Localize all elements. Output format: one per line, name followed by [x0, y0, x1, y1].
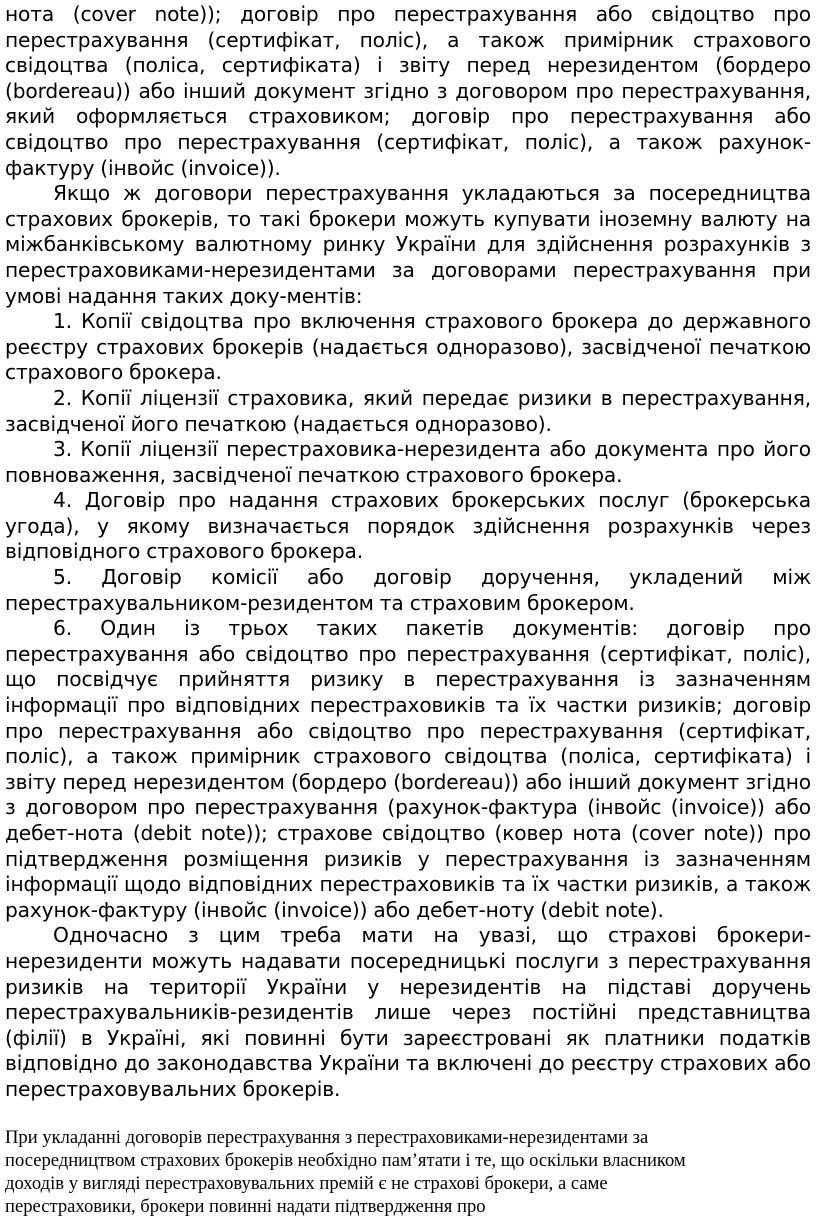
list-item-2: 2. Копії ліцензії страховика, який передає ризики в перестрахування, засвідченої його печаткою (надається одноразово). — [5, 385, 811, 436]
paragraph-continued: нота (cover note)); договір про перестрахування або свідоцтво про перестрахування (сертифікат, поліс), а також примірник страхового свідоцтва (поліса, сертифіката) і звіту перед нерезидентом (бордеро (bordereau)) або інший документ згідно з договором про перестрахування, який оформляється страховиком; договір про перестрахування або свідоцтво про перестрахування (сертифікат, поліс), а також рахунок-фактуру (інвойс (invoice)). — [5, 2, 811, 180]
document-tail — [5, 1126, 811, 1218]
tail-line: доходів у вигляді перестраховувальних премій є не страхові брокери, а саме — [5, 1173, 608, 1194]
list-item-1: 1. Копії свідоцтва про включення страхового брокера до державного реєстру страхових брокерів (надається одноразово), засвідченої печаткою страхового брокера. — [5, 309, 811, 385]
paragraph-nonresident-brokers: Одночасно з цим треба мати на увазі, що страхові брокери-нерезиденти можуть надавати посередницькі послуги з перестрахування ризиків на території України у нерезидентів на підставі доручень перестрахувальників-резидентів лише через постійні представництва (філії) в Україні, які повинні бути зареєстровані як платники податків відповідно до законодавства України та включені до реєстру страхових або перестраховувальних брокерів. — [5, 923, 811, 1101]
list-item-4: 4. Договір про надання страхових брокерських послуг (брокерська угода), у якому визначається порядок здійснення розрахунків через відповідного страхового брокера. — [5, 488, 811, 564]
list-item-3: 3. Копії ліцензії перестраховика-нерезидента або документа про його повноваження, засвідченої печаткою страхового брокера. — [5, 437, 811, 487]
tail-line: При укладанні договорів перестрахування з перестраховиками-нерезидентами за — [5, 1127, 649, 1148]
tail-line: посередництвом страхових брокерів необхідно пам’ятати і те, що оскільки власником — [5, 1150, 686, 1171]
document-body — [5, 2, 811, 1103]
list-item-6: 6. Один із трьох таких пакетів документів: договір про перестрахування або свідоцтво про перестрахування (сертифікат, поліс), що посвідчує прийняття ризику в перестрахування із зазначенням інформації про відповідних перестраховиків та їх частки ризиків; договір про перестрахування або свідоцтво про перестрахування (сертифікат, поліс), а також примірник страхового свідоцтва (поліса, сертифіката) і звіту перед нерезидентом (бордеро (bordereau)) або інший документ згідно з договором про перестрахування (рахунок-фактура (інвойс (invoice)) або дебет-нота (debit note)); страхове свідоцтво (ковер нота (cover note)) про підтвердження розміщення ризиків у перестрахування із зазначенням інформації щодо відповідних перестраховиків та їх частки ризиків, а також рахунок-фактуру (інвойс (invoice)) або дебет-ноту (debit note). — [5, 616, 811, 922]
list-item-5: 5. Договір комісії або договір доручення, укладений між перестрахувальником-резидентом та страховим брокером. — [5, 565, 811, 615]
paragraph-brokers-intro: Якщо ж договори перестрахування укладаються за посередництва страхових брокерів, то такі брокери можуть купувати іноземну валюту на міжбанківському валютному ринку України для здійснення розрахунків з перестраховиками-нерезидентами за договорами перестрахування при умові надання таких доку-ментів: — [5, 181, 811, 308]
tail-line: перестраховики, брокери повинні надати підтвердження про — [5, 1196, 486, 1217]
